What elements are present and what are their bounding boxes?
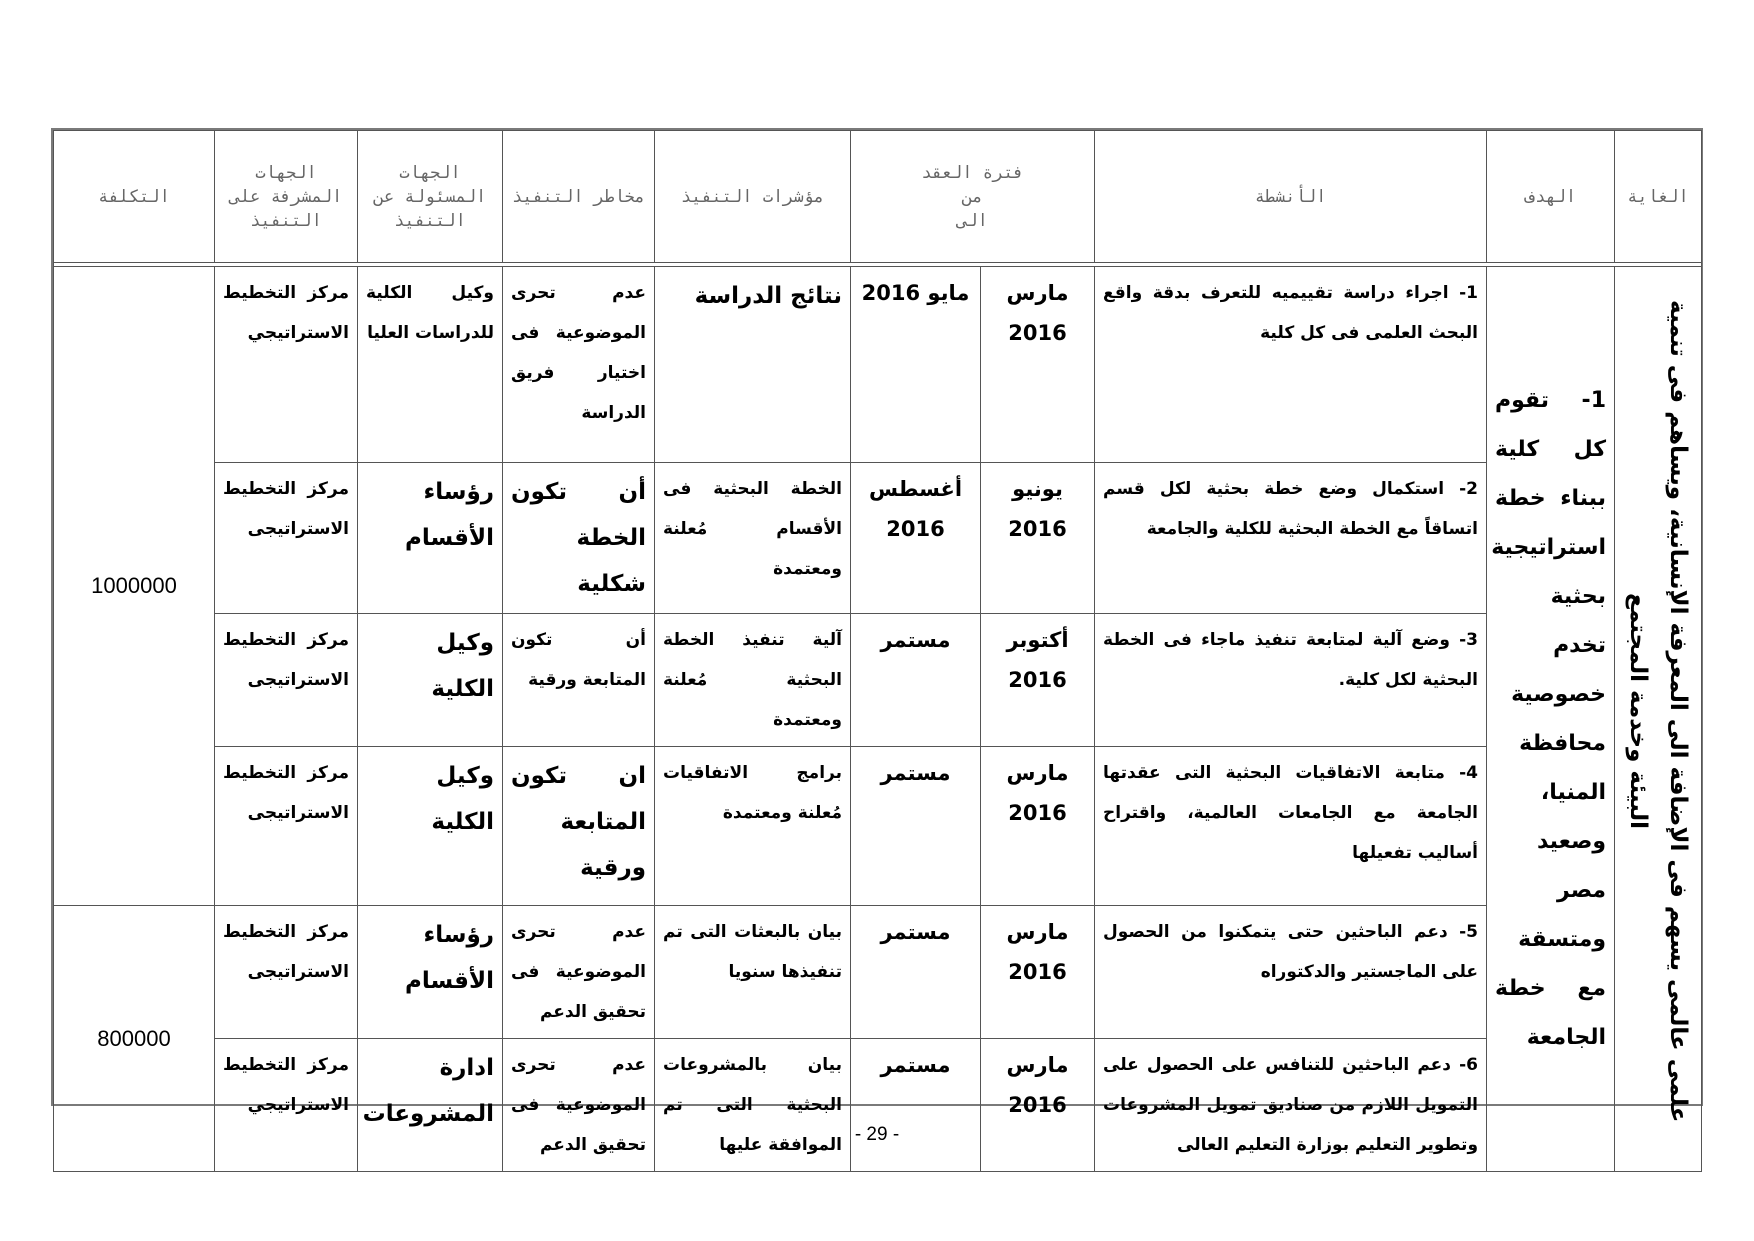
header-period-title: فترة العقد bbox=[921, 162, 1024, 183]
risk-cell: عدم تحرى الموضوعية فى اختيار فريق الدراسة bbox=[503, 267, 655, 463]
to-cell: مستمر bbox=[851, 614, 981, 747]
responsible-cell: رؤساء الأقسام bbox=[358, 463, 503, 614]
header-risks: مخاطر التنفيذ bbox=[503, 131, 655, 263]
header-activities: الأنشطة bbox=[1095, 131, 1487, 263]
table-row bbox=[54, 267, 1702, 463]
supervising-cell: مركز التخطيط الاستراتيجي bbox=[215, 267, 358, 463]
header-indicators: مؤشرات التنفيذ bbox=[655, 131, 851, 263]
header-objective: الهدف bbox=[1487, 131, 1615, 263]
responsible-cell: ادارة المشروعات bbox=[358, 1039, 503, 1172]
header-period-from: من bbox=[962, 186, 983, 207]
activity-cell: 6- دعم الباحثين للتنافس على الحصول على التمويل اللازم من صناديق تمويل المشروعات وتطوير التعليم بوزارة التعليم العالى bbox=[1095, 1039, 1487, 1172]
supervising-cell: مركز التخطيط الاستراتيجى bbox=[215, 747, 358, 906]
to-cell: مايو 2016 bbox=[851, 267, 981, 463]
goal-cell bbox=[1615, 267, 1702, 1172]
to-cell: مستمر bbox=[851, 906, 981, 1039]
header-cost: التكلفة bbox=[54, 131, 215, 263]
header-supervising: الجهات المشرفة على التنفيذ bbox=[215, 131, 358, 263]
activity-cell: 5- دعم الباحثين حتى يتمكنوا من الحصول على الماجستير والدكتوراه bbox=[1095, 906, 1487, 1039]
from-cell: مارس 2016 bbox=[981, 747, 1095, 906]
supervising-cell: مركز التخطيط الاستراتيجى bbox=[215, 614, 358, 747]
activity-cell: 4- متابعة الاتفاقيات البحثية التى عقدتها الجامعة مع الجامعات العالمية، واقتراح أساليب تفعيلها bbox=[1095, 747, 1487, 906]
page-number: - 29 - bbox=[854, 1124, 900, 1145]
to-cell: أغسطس 2016 bbox=[851, 463, 981, 614]
objective-cell: 1- تقوم كل كلية ببناء خطة استراتيجية بحثية تخدم خصوصية محافظة المنيا، وصعيد مصر ومتسقة مع خطة الجامعة bbox=[1487, 267, 1615, 1172]
plan-table bbox=[53, 130, 1702, 1172]
activity-cell: 1- اجراء دراسة تقييميه للتعرف بدقة واقع البحث العلمى فى كل كلية bbox=[1095, 267, 1487, 463]
risk-cell: أن تكون المتابعة ورقية bbox=[503, 614, 655, 747]
table-row bbox=[54, 747, 1702, 906]
table-row bbox=[54, 463, 1702, 614]
risk-cell: عدم تحرى الموضوعية فى تحقيق الدعم bbox=[503, 906, 655, 1039]
table-row bbox=[54, 614, 1702, 747]
cost-cell-1: 1000000 bbox=[54, 267, 215, 906]
from-cell: يونيو 2016 bbox=[981, 463, 1095, 614]
indicator-cell: آلية تنفيذ الخطة البحثية مُعلنة ومعتمدة bbox=[655, 614, 851, 747]
cost-cell-2: 800000 bbox=[54, 906, 215, 1172]
header-row bbox=[54, 131, 1702, 263]
supervising-cell: مركز التخطيط الاستراتيجى bbox=[215, 463, 358, 614]
risk-cell: عدم تحرى الموضوعية فى تحقيق الدعم bbox=[503, 1039, 655, 1172]
from-cell: أكتوبر 2016 bbox=[981, 614, 1095, 747]
supervising-cell: مركز التخطيط الاستراتيجى bbox=[215, 906, 358, 1039]
from-cell: مارس 2016 bbox=[981, 267, 1095, 463]
from-cell: مارس 2016 bbox=[981, 1039, 1095, 1172]
supervising-cell: مركز التخطيط الاستراتيجي bbox=[215, 1039, 358, 1172]
to-cell: مستمر bbox=[851, 1039, 981, 1172]
header-goal: الغاية bbox=[1615, 131, 1702, 263]
header-period bbox=[851, 131, 1095, 263]
risk-cell: ان تكون المتابعة ورقية bbox=[503, 747, 655, 906]
responsible-cell: رؤساء الأقسام bbox=[358, 906, 503, 1039]
responsible-cell: وكيل الكلية bbox=[358, 614, 503, 747]
indicator-cell: برامج الاتفاقيات مُعلنة ومعتمدة bbox=[655, 747, 851, 906]
from-cell: مارس 2016 bbox=[981, 906, 1095, 1039]
activity-cell: 2- استكمال وضع خطة بحثية لكل قسم اتساقاً مع الخطة البحثية للكلية والجامعة bbox=[1095, 463, 1487, 614]
table-row bbox=[54, 906, 1702, 1039]
header-period-to: الى bbox=[957, 210, 988, 231]
indicator-cell: بيان بالمشروعات البحثية التى تم الموافقة عليها bbox=[655, 1039, 851, 1172]
responsible-cell: وكيل الكلية للدراسات العليا bbox=[358, 267, 503, 463]
goal-text: علمى عالمى يسهم فى الإضافة الى المعرفة الإنسانية، ويساهم فى تنمية البيئة وخدمة المجتمع bbox=[1625, 300, 1692, 1123]
to-cell: مستمر bbox=[851, 747, 981, 906]
responsible-cell: وكيل الكلية bbox=[358, 747, 503, 906]
table-row bbox=[54, 1039, 1702, 1172]
indicator-cell: بيان بالبعثات التى تم تنفيذها سنويا bbox=[655, 906, 851, 1039]
activity-cell: 3- وضع آلية لمتابعة تنفيذ ماجاء فى الخطة البحثية لكل كلية. bbox=[1095, 614, 1487, 747]
header-responsible: الجهات المسئولة عن التنفيذ bbox=[358, 131, 503, 263]
risk-cell: أن تكون الخطة شكلية bbox=[503, 463, 655, 614]
indicator-cell: الخطة البحثية فى الأقسام مُعلنة ومعتمدة bbox=[655, 463, 851, 614]
indicator-cell: نتائج الدراسة bbox=[655, 267, 851, 463]
